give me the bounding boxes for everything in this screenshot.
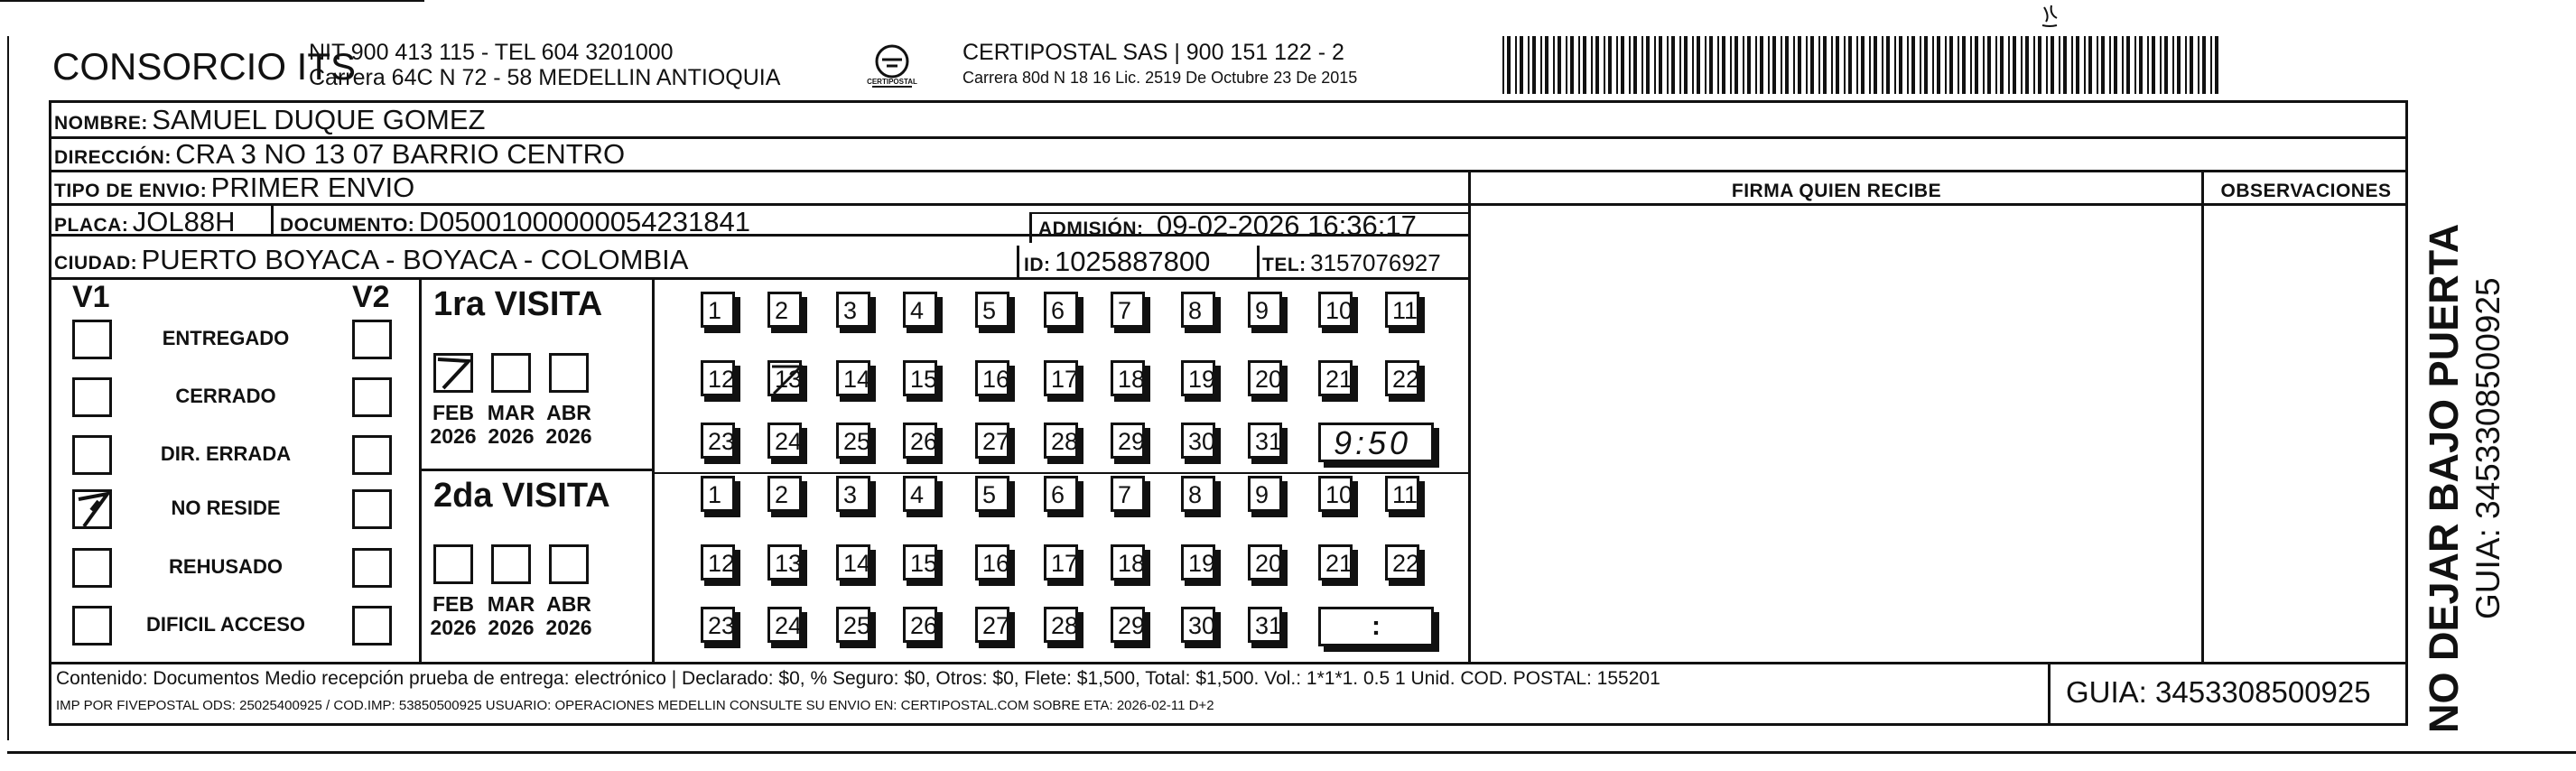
time-field-shadow	[1324, 462, 1439, 468]
column-divider	[1468, 170, 1471, 662]
carrier-address: Carrera 80d N 18 16 Lic. 2519 De Octubre 23 De 2015	[963, 69, 1358, 87]
first-visit-title: 1ra VISITA	[433, 285, 603, 323]
day-checkbox[interactable]	[1318, 476, 1353, 512]
day-number: 24	[775, 428, 803, 455]
day-number: 7	[1118, 481, 1132, 508]
logo-caption: CERTIPOSTAL	[867, 78, 917, 86]
day-number: 28	[1051, 428, 1079, 455]
month-label: ABR	[546, 401, 591, 424]
documento-value: D05001000000054231841	[418, 206, 750, 237]
v2-checkbox[interactable]	[352, 548, 392, 588]
day-number: 14	[843, 550, 871, 577]
day-number: 5	[982, 481, 997, 508]
certipostal-logo	[865, 40, 919, 94]
day-number: 4	[910, 297, 925, 324]
carrier-info: CERTIPOSTAL SAS | 900 151 122 - 2	[963, 40, 1344, 65]
day-number: 12	[708, 366, 736, 393]
status-option-label: CERRADO	[175, 385, 276, 407]
month-checkbox[interactable]	[491, 544, 531, 584]
day-checkbox[interactable]	[1385, 360, 1419, 396]
day-checkbox[interactable]	[1248, 423, 1282, 459]
day-checkbox[interactable]	[701, 607, 735, 643]
status-option-label: DIFICIL ACCESO	[145, 613, 305, 636]
day-checkbox[interactable]	[767, 607, 802, 643]
month-checkbox[interactable]	[549, 544, 589, 584]
month-checkbox[interactable]	[433, 353, 473, 393]
day-checkbox[interactable]	[903, 476, 937, 512]
day-number: 11	[1392, 481, 1418, 508]
day-number: 11	[1392, 297, 1418, 324]
tel-field	[1262, 249, 1441, 277]
year-label: 2026	[488, 616, 535, 639]
day-number: 13	[775, 366, 803, 393]
no-dejar-warning: NO DEJAR BAJO PUERTA	[2421, 223, 2467, 733]
day-checkbox[interactable]	[701, 476, 735, 512]
day-checkbox[interactable]	[903, 292, 937, 328]
day-checkbox[interactable]	[975, 476, 1009, 512]
day-checkbox[interactable]	[701, 292, 735, 328]
year-label: 2026	[545, 616, 592, 639]
v2-checkbox[interactable]	[352, 435, 392, 475]
month-label: FEB	[432, 592, 474, 616]
status-option-label: DIR. ERRADA	[160, 442, 292, 465]
side-block	[2420, 224, 2508, 733]
day-checkbox[interactable]	[903, 544, 937, 581]
day-checkbox[interactable]	[975, 360, 1009, 396]
year-label: 2026	[488, 424, 535, 448]
day-checkbox[interactable]	[975, 607, 1009, 643]
day-checkbox[interactable]	[1044, 423, 1078, 459]
placa-label: PLACA:	[54, 215, 129, 236]
day-checkbox[interactable]	[1111, 544, 1145, 581]
v1-checkbox[interactable]	[72, 377, 112, 417]
tipo-label: TIPO DE ENVIO:	[54, 181, 208, 201]
v1-checkbox[interactable]	[72, 489, 112, 529]
month-label: MAR	[487, 592, 535, 616]
day-number: 10	[1325, 481, 1353, 508]
day-checkbox[interactable]	[1385, 476, 1419, 512]
v1-checkbox[interactable]	[72, 606, 112, 646]
v2-checkbox[interactable]	[352, 320, 392, 359]
barcode	[1502, 36, 2225, 94]
day-number: 2	[775, 481, 789, 508]
status-option-label: NO RESIDE	[171, 497, 281, 519]
placa-value: JOL88H	[132, 206, 236, 237]
day-number: 14	[843, 366, 871, 393]
day-number: 4	[910, 481, 925, 508]
nombre-value: SAMUEL DUQUE GOMEZ	[152, 104, 486, 135]
day-checkbox[interactable]	[767, 360, 802, 396]
day-number: 6	[1051, 297, 1065, 324]
nombre-label: NOMBRE:	[54, 113, 148, 134]
day-checkbox[interactable]	[1044, 292, 1078, 328]
day-checkbox[interactable]	[1248, 607, 1282, 643]
footer-guia-divider	[2048, 662, 2051, 725]
day-checkbox[interactable]	[1248, 544, 1282, 581]
day-number: 8	[1188, 481, 1203, 508]
day-checkbox[interactable]	[1248, 476, 1282, 512]
admision-field	[1038, 209, 1417, 242]
day-checkbox[interactable]	[1044, 544, 1078, 581]
day-number: 19	[1188, 366, 1216, 393]
day-checkbox[interactable]	[1385, 544, 1419, 581]
month-checkbox[interactable]	[549, 353, 589, 393]
day-number: 7	[1118, 297, 1132, 324]
day-number: 22	[1392, 550, 1420, 577]
day-number: 3	[843, 481, 858, 508]
month-label: ABR	[546, 592, 591, 616]
day-number: 13	[775, 550, 803, 577]
visit-divider	[652, 277, 655, 662]
day-checkbox[interactable]	[767, 423, 802, 459]
cell-divider	[1029, 212, 1032, 243]
day-number: 29	[1118, 428, 1146, 455]
footer-guia: GUIA: 3453308500925	[2066, 675, 2371, 709]
day-checkbox[interactable]	[1181, 360, 1215, 396]
company-address: Carrera 64C N 72 - 58 MEDELLIN ANTIOQUIA	[309, 65, 781, 90]
month-label: MAR	[487, 401, 535, 424]
day-checkbox[interactable]	[903, 607, 937, 643]
id-value: 1025887800	[1054, 246, 1211, 277]
handwritten-time: 9:50	[1334, 424, 1412, 461]
day-checkbox[interactable]	[1248, 292, 1282, 328]
day-checkbox[interactable]	[1044, 607, 1078, 643]
nombre-row	[54, 104, 485, 136]
day-checkbox[interactable]	[836, 607, 870, 643]
v2-checkbox[interactable]	[352, 489, 392, 529]
day-checkbox[interactable]	[701, 423, 735, 459]
day-checkbox[interactable]	[767, 476, 802, 512]
cell-divider	[1017, 246, 1019, 277]
day-number: 5	[982, 297, 997, 324]
time-field[interactable]	[1318, 607, 1434, 646]
print-info: IMP POR FIVEPOSTAL ODS: 25025400925 / COD.IMP: 53850500925 USUARIO: OPERACIONES MEDELLIN CONSULTE SU ENVIO EN: CERTIPOSTAL.COM SOBRE ETA: 2026-02-11 D+2	[56, 698, 1214, 713]
day-number: 1	[708, 297, 722, 324]
day-number: 6	[1051, 481, 1065, 508]
top-edge-line	[0, 0, 424, 2]
tipo-row	[54, 172, 414, 204]
v1-checkbox[interactable]	[72, 435, 112, 475]
day-checkbox[interactable]	[903, 360, 937, 396]
day-number: 18	[1118, 366, 1146, 393]
v2-header: V2	[352, 280, 390, 314]
day-checkbox[interactable]	[1044, 360, 1078, 396]
day-checkbox[interactable]	[975, 423, 1009, 459]
day-number: 26	[910, 428, 938, 455]
day-checkbox[interactable]	[701, 360, 735, 396]
column-divider	[2201, 170, 2204, 662]
day-number: 21	[1325, 550, 1353, 577]
admision-value: 09-02-2026 16:36:17	[1156, 209, 1417, 241]
day-number: 19	[1188, 550, 1216, 577]
direccion-label: DIRECCIÓN:	[54, 147, 172, 168]
month-checkbox[interactable]	[491, 353, 531, 393]
day-checkbox[interactable]	[1181, 544, 1215, 581]
day-checkbox[interactable]	[701, 544, 735, 581]
day-check-mark	[770, 363, 803, 395]
status-option-label: ENTREGADO	[162, 327, 290, 349]
cell-divider	[271, 203, 274, 234]
day-number: 18	[1118, 550, 1146, 577]
day-number: 24	[775, 612, 803, 639]
time-field-shadow	[1324, 646, 1439, 652]
day-checkbox[interactable]	[1181, 476, 1215, 512]
year-label: 2026	[430, 424, 477, 448]
day-number: 15	[910, 366, 938, 393]
visit-divider	[652, 472, 1468, 474]
day-number: 27	[982, 428, 1010, 455]
v2-checkbox[interactable]	[352, 377, 392, 417]
day-number: 17	[1051, 366, 1079, 393]
day-checkbox[interactable]	[1385, 292, 1419, 328]
day-number: 2	[775, 297, 789, 324]
year-label: 2026	[430, 616, 477, 639]
left-edge-line	[7, 36, 9, 740]
day-checkbox[interactable]	[1318, 292, 1353, 328]
ciudad-field	[54, 244, 688, 276]
time-field[interactable]	[1318, 423, 1434, 462]
month-checkbox[interactable]	[433, 544, 473, 584]
tel-label: TEL:	[1262, 255, 1307, 275]
v1-header: V1	[72, 280, 110, 314]
day-number: 28	[1051, 612, 1079, 639]
cell-divider	[1257, 246, 1260, 277]
tel-value: 3157076927	[1310, 249, 1441, 276]
day-checkbox[interactable]	[903, 423, 937, 459]
day-checkbox[interactable]	[1318, 544, 1353, 581]
day-number: 9	[1255, 481, 1269, 508]
id-label: ID:	[1024, 255, 1051, 275]
observaciones-header: OBSERVACIONES	[2220, 181, 2392, 201]
day-number: 30	[1188, 612, 1216, 639]
ciudad-label: CIUDAD:	[54, 253, 138, 274]
v1-checkbox[interactable]	[72, 548, 112, 588]
day-number: 23	[708, 612, 736, 639]
day-number: 31	[1255, 612, 1283, 639]
company-nit: NIT 900 413 115 - TEL 604 3201000	[309, 40, 674, 65]
day-number: 20	[1255, 550, 1283, 577]
company-name: CONSORCIO ITS	[52, 45, 357, 88]
month-label: FEB	[432, 401, 474, 424]
side-guia: GUIA: 3453308500925	[2469, 277, 2506, 619]
day-number: 25	[843, 428, 871, 455]
day-checkbox[interactable]	[836, 423, 870, 459]
day-checkbox[interactable]	[1044, 476, 1078, 512]
day-number: 30	[1188, 428, 1216, 455]
day-number: 9	[1255, 297, 1269, 324]
documento-field	[280, 206, 750, 238]
row-divider	[49, 277, 1471, 280]
day-checkbox[interactable]	[1111, 423, 1145, 459]
day-number: 17	[1051, 550, 1079, 577]
day-checkbox[interactable]	[1111, 476, 1145, 512]
day-checkbox[interactable]	[1111, 292, 1145, 328]
tipo-value: PRIMER ENVIO	[210, 172, 415, 203]
day-checkbox[interactable]	[1181, 607, 1215, 643]
day-checkbox[interactable]	[836, 292, 870, 328]
day-checkbox[interactable]	[767, 292, 802, 328]
day-number: 25	[843, 612, 871, 639]
day-number: 27	[982, 612, 1010, 639]
day-checkbox[interactable]	[836, 476, 870, 512]
scribble-mark	[2037, 4, 2064, 31]
second-visit-title: 2da VISITA	[433, 477, 610, 515]
day-number: 1	[708, 481, 722, 508]
status-option-label: REHUSADO	[169, 555, 283, 578]
day-checkbox[interactable]	[836, 544, 870, 581]
admision-label: ADMISIÓN:	[1038, 218, 1144, 239]
day-checkbox[interactable]	[1318, 360, 1353, 396]
day-number: 12	[708, 550, 736, 577]
firma-header: FIRMA QUIEN RECIBE	[1731, 181, 1942, 201]
footer-divider	[49, 662, 2408, 664]
day-checkbox[interactable]	[1248, 360, 1282, 396]
day-number: 3	[843, 297, 858, 324]
day-number: 8	[1188, 297, 1203, 324]
day-checkbox[interactable]	[1181, 292, 1215, 328]
day-number: 23	[708, 428, 736, 455]
day-number: 21	[1325, 366, 1353, 393]
day-checkbox[interactable]	[1111, 607, 1145, 643]
day-checkbox[interactable]	[767, 544, 802, 581]
v1-checkbox[interactable]	[72, 320, 112, 359]
id-field	[1024, 246, 1210, 278]
day-number: 20	[1255, 366, 1283, 393]
time-separator: :	[1372, 611, 1381, 641]
content-summary: Contenido: Documentos Medio recepción prueba de entrega: electrónico | Declarado: $0, % Seguro: $0, Otros: $0, Flete: $1,500, Total: $1,500. Vol.: 1*1*1. 0.5 1 Unid. COD. POSTAL: 155201	[56, 668, 1660, 689]
ciudad-value: PUERTO BOYACA - BOYACA - COLOMBIA	[141, 244, 689, 275]
day-number: 31	[1255, 428, 1283, 455]
documento-label: DOCUMENTO:	[280, 215, 415, 236]
v2-checkbox[interactable]	[352, 606, 392, 646]
day-number: 22	[1392, 366, 1420, 393]
day-checkbox[interactable]	[1111, 360, 1145, 396]
day-number: 15	[910, 550, 938, 577]
direccion-value: CRA 3 NO 13 07 BARRIO CENTRO	[175, 138, 626, 170]
day-number: 26	[910, 612, 938, 639]
day-number: 10	[1325, 297, 1353, 324]
day-checkbox[interactable]	[1181, 423, 1215, 459]
year-label: 2026	[545, 424, 592, 448]
visit-divider	[419, 469, 652, 471]
day-checkbox[interactable]	[836, 360, 870, 396]
day-number: 16	[982, 366, 1010, 393]
day-checkbox[interactable]	[975, 544, 1009, 581]
day-number: 29	[1118, 612, 1146, 639]
day-number: 16	[982, 550, 1010, 577]
placa-field	[54, 206, 236, 238]
bottom-edge-line	[7, 751, 2576, 754]
day-checkbox[interactable]	[975, 292, 1009, 328]
direccion-row	[54, 138, 625, 171]
